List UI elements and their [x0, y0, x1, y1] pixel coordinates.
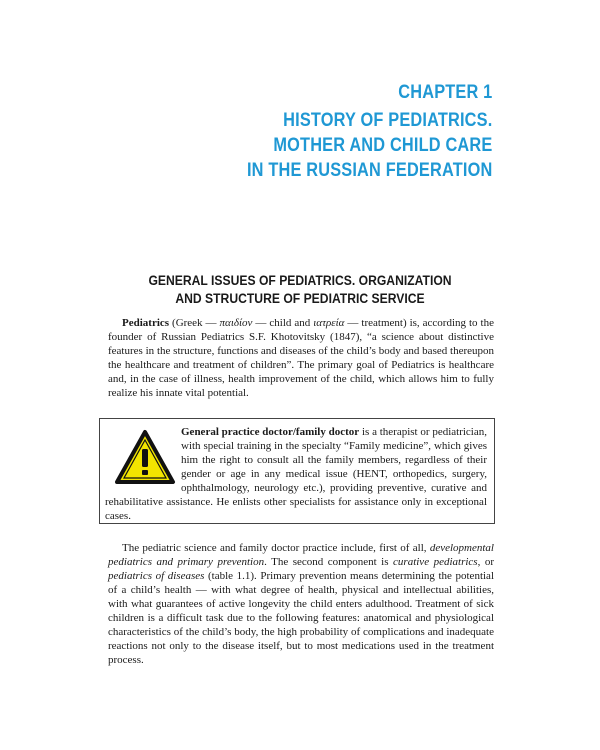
chapter-title-line-1: HISTORY OF PEDIATRICS. — [282, 110, 492, 131]
para2-text-1: The pediatric science and family doctor practice include, first of all, — [122, 542, 430, 554]
greek-child: παιδίον — [219, 317, 253, 329]
term-family-doctor: General practice doctor/family doctor — [181, 426, 360, 438]
note-box — [99, 418, 495, 524]
paragraph-pediatric-science — [108, 541, 494, 667]
chapter-title-line-2: MOTHER AND CHILD CARE — [272, 135, 492, 156]
section-title-line-1: GENERAL ISSUES OF PEDIATRICS. ORGANIZATION — [148, 273, 452, 288]
para1-text-1: (Greek — — [169, 317, 220, 329]
section-title-line-2: AND STRUCTURE OF PEDIATRIC SERVICE — [175, 291, 425, 306]
section-heading — [108, 272, 492, 308]
chapter-heading — [247, 80, 492, 183]
note-body: is a therapist or pediatrician, with special training in the specialty “Family medicine”, which gives him the right to consult all the family members, regardless of their gender or age in any medical issue (HENT, orthopedics, surgery, ophthalmology, neurology etc.), providing preventive, curative and rehabilitative assistance. He enlists other specialists for assistance only in exceptional cases. — [105, 426, 487, 522]
para2-italic-1: developmental pediatrics and primary prevention — [108, 542, 494, 568]
para1-text-3: — treatment) is, according to the founder of Russian Pediatrics S.F. Khotovitsky (1847), “a science about distinctive features in the structure, functions and diseases of the child’s body and based thereupon the healthcare and treatment of children”. The primary goal of Pediatrics is healthcare and, in the case of illness, health improvement of the child, which allows him to fully realize his innate vital potential. — [108, 317, 494, 399]
note-text — [105, 425, 487, 523]
chapter-number: CHAPTER 1 — [397, 82, 492, 103]
para2-text-3: , or — [477, 556, 494, 568]
para2-text-2: . The second component is — [264, 556, 394, 568]
para2-text-4: (table 1.1). Primary prevention means determining the potential of a child’s health — with what degree of health, physical and intellectual abilities, with what guarantees of active longevity the child enters adulthood. Treatment of sick children is a difficult task due to the following features: anatomical and physiological characteristics of the child’s body, the high probability of complications and inadequate reactions not only to the disease itself, but to most medications used in the treatment process. — [108, 570, 494, 666]
term-pediatrics: Pediatrics — [122, 317, 170, 329]
para2-italic-2: curative pediatrics — [393, 556, 478, 568]
chapter-title-line-3: IN THE RUSSIAN FEDERATION — [246, 160, 492, 181]
para1-text-2: — child and — [252, 317, 314, 329]
greek-treatment: ιατρεία — [313, 317, 345, 329]
paragraph-pediatrics-definition — [108, 316, 494, 400]
para2-italic-3: pediatrics of diseases — [108, 570, 205, 582]
